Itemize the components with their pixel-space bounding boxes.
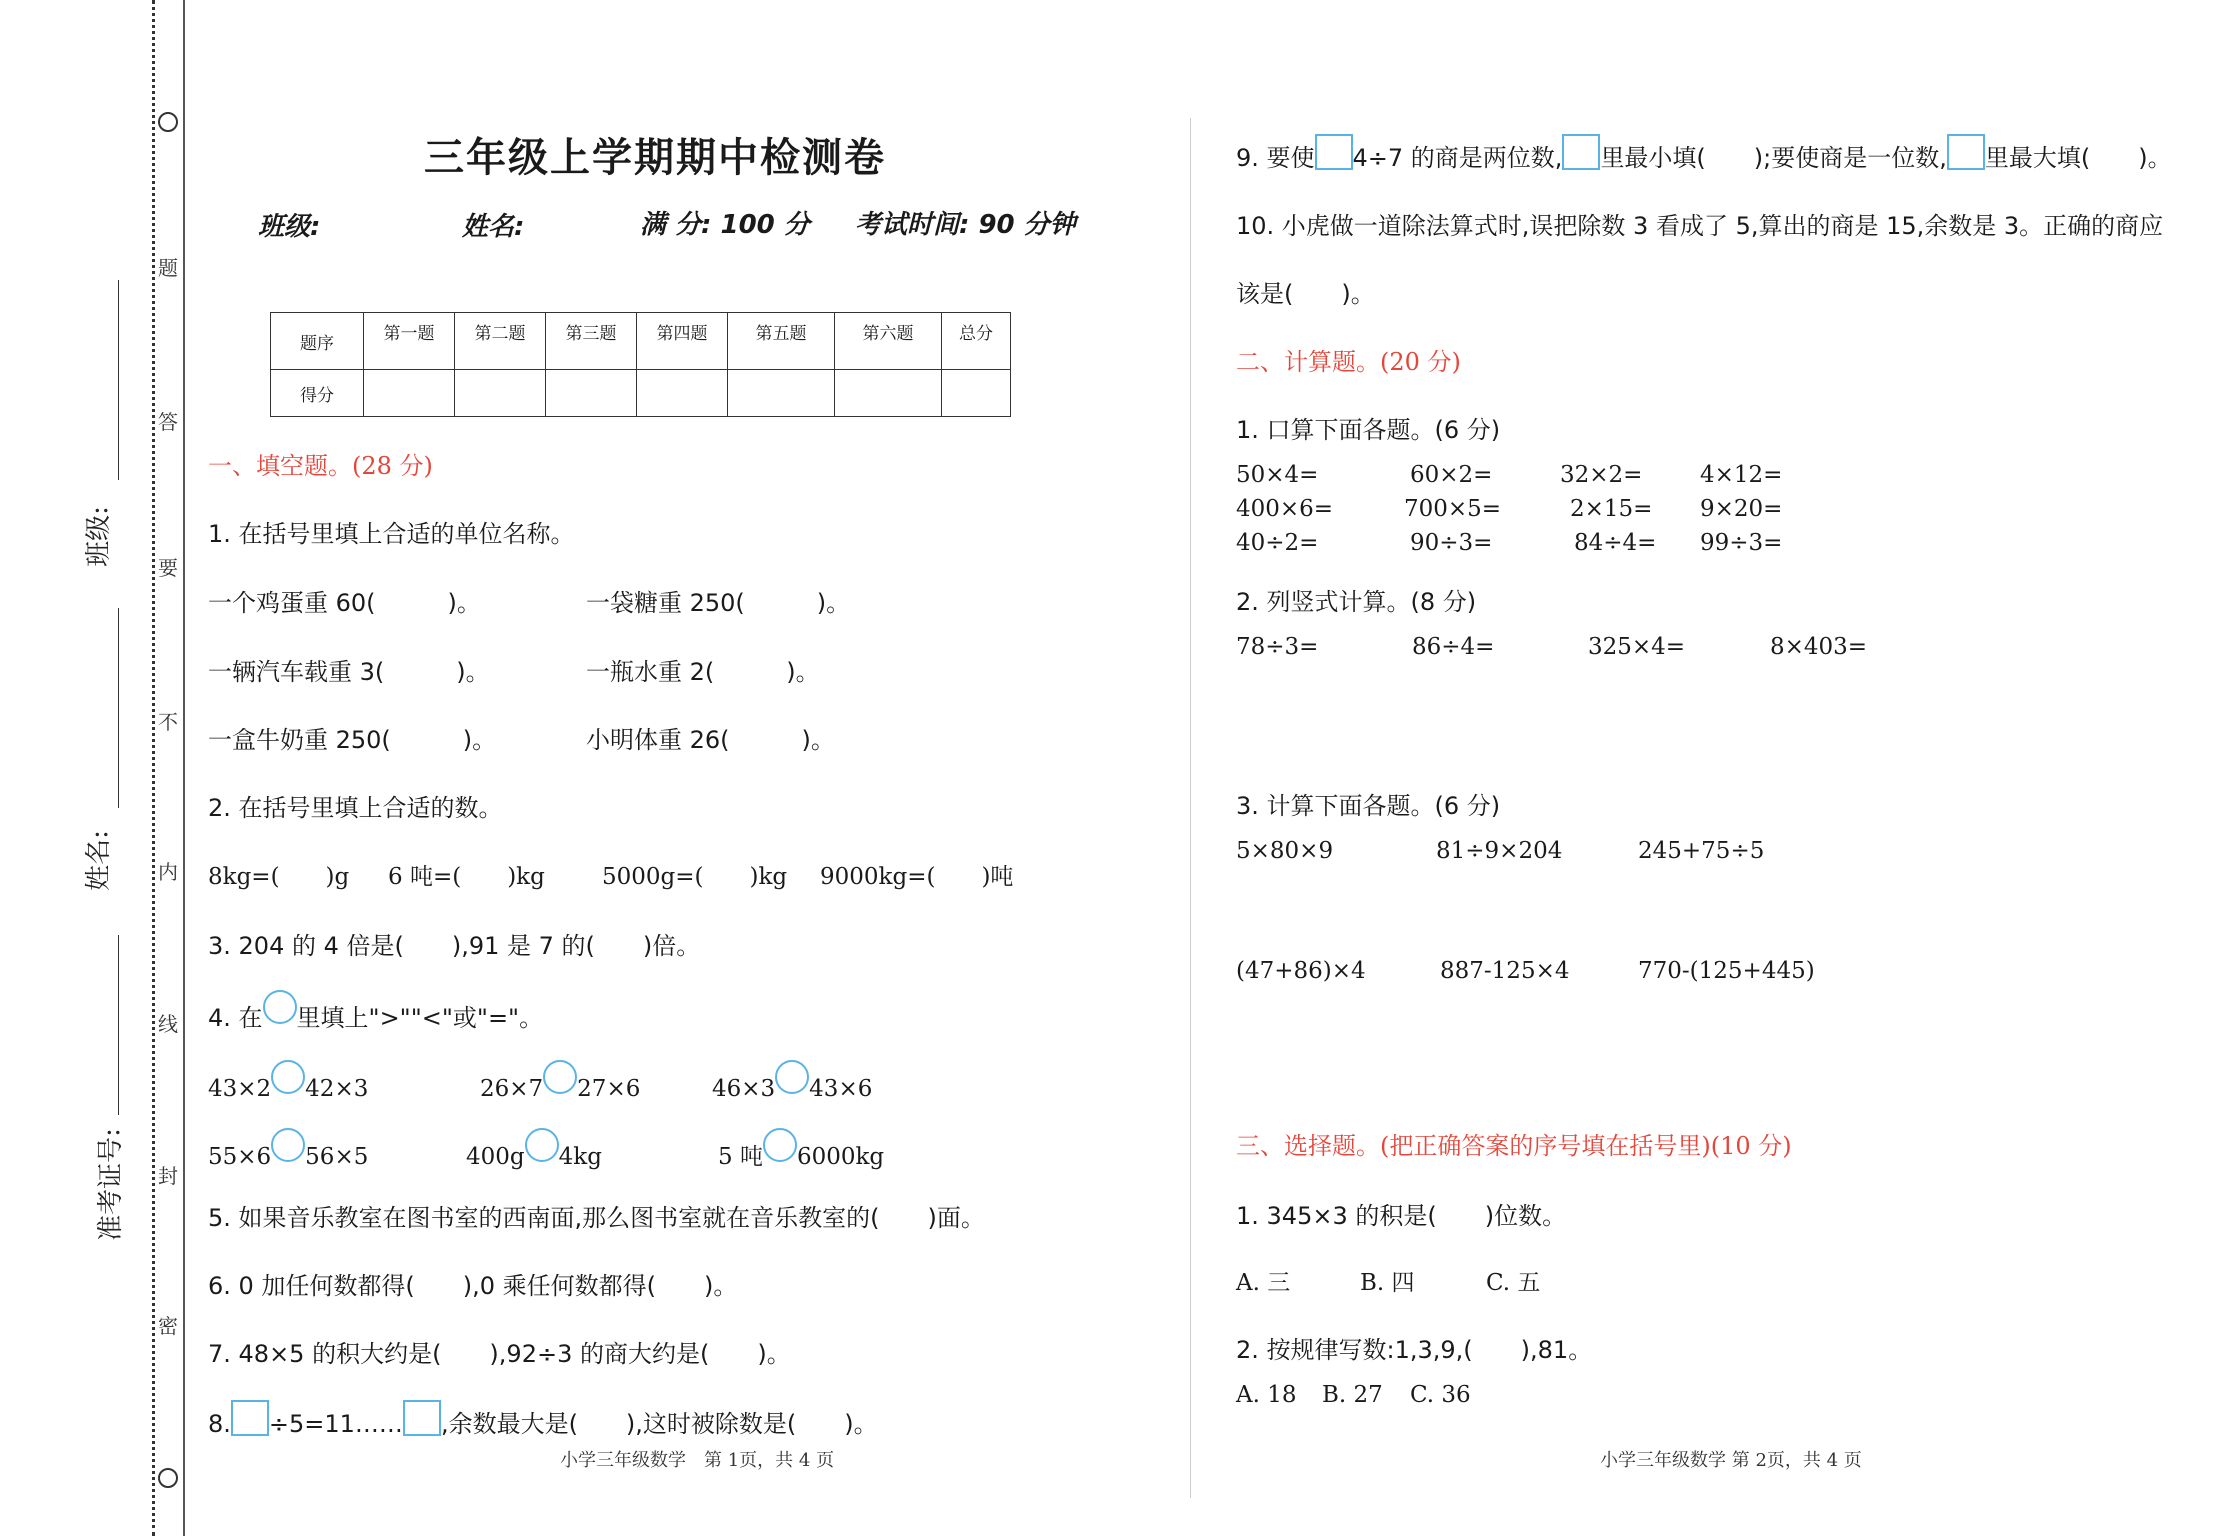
name-fill-line (118, 608, 119, 808)
binding-char: 不 (158, 710, 178, 734)
q4-compare-item (466, 1128, 602, 1170)
choice-option[interactable]: C. 36 (1410, 1382, 1471, 1408)
section-1-heading: 一、填空题。(28 分) (208, 452, 433, 480)
question-3: 3. 204 的 4 倍是( ),91 是 7 的( )倍。 (208, 932, 701, 960)
class-label-vertical: 班级: (83, 506, 114, 567)
q2-item: 8kg=( )g (208, 864, 350, 890)
q4-prefix: 4. 在 (208, 1004, 263, 1032)
vertical-calc: 78÷3= (1236, 634, 1319, 660)
circle-blank-icon[interactable] (543, 1060, 577, 1094)
square-blank-icon[interactable] (231, 1400, 269, 1436)
score-cell[interactable] (455, 370, 546, 417)
choice-option[interactable]: B. 27 (1322, 1382, 1383, 1408)
score-table-header: 第三题 (546, 313, 637, 370)
q4-compare-item (480, 1060, 640, 1102)
score-table-header: 第一题 (364, 313, 455, 370)
square-blank-icon[interactable] (403, 1400, 441, 1436)
score-table-header: 第四题 (637, 313, 728, 370)
choice-2: 2. 按规律写数:1,3,9,( ),81。 (1236, 1336, 1593, 1364)
binding-char: 线 (158, 1012, 178, 1036)
q4-compare-item (718, 1128, 884, 1171)
exam-id-fill-line (118, 935, 119, 1115)
mental-calc: 9×20= (1700, 496, 1783, 522)
q1-item: 一盒牛奶重 250( )。 (208, 726, 497, 754)
q2-item: 6 吨=( )kg (388, 864, 545, 890)
mental-calc: 32×2= (1560, 462, 1643, 488)
q9-part: 9. 要使 (1236, 144, 1315, 172)
question-5: 5. 如果音乐教室在图书室的西南面,那么图书室就在音乐教室的( )面。 (208, 1204, 985, 1232)
mental-calc: 700×5= (1404, 496, 1502, 522)
q8-suffix: ,余数最大是( ),这时被除数是( )。 (440, 1410, 878, 1438)
exam-title: 三年级上学期期中检测卷 (424, 134, 886, 181)
binding-dotted-line (152, 0, 155, 1536)
exam-id-label-vertical: 准考证号: (95, 1128, 126, 1241)
binding-solid-line (183, 0, 185, 1536)
question-6: 6. 0 加任何数都得( ),0 乘任何数都得( )。 (208, 1272, 738, 1300)
page-divider (1190, 118, 1191, 1498)
q1-item: 一辆汽车载重 3( )。 (208, 658, 490, 686)
q1-item: 一袋糖重 250( )。 (586, 589, 851, 617)
binding-char: 题 (158, 256, 178, 280)
q2-item: 9000kg=( )吨 (820, 864, 1014, 890)
choice-option[interactable]: A. 18 (1236, 1382, 1297, 1408)
q2-item: 5000g=( )kg (602, 864, 788, 890)
q9-part: 里最大填( )。 (1984, 144, 2172, 172)
choice-1: 1. 345×3 的积是( )位数。 (1236, 1202, 1567, 1230)
score-cell[interactable] (364, 370, 455, 417)
full-score: 满 分: 100 分 (640, 210, 810, 240)
compound-calc: 887-125×4 (1440, 958, 1570, 984)
q4-compare-item (208, 1128, 368, 1170)
score-table-header: 第五题 (728, 313, 835, 370)
circle-blank-icon[interactable] (775, 1060, 809, 1094)
q4-right: 56×5 (305, 1144, 369, 1170)
circle-blank-icon[interactable] (271, 1128, 305, 1162)
score-table-header: 题序 (271, 313, 364, 370)
binding-char: 要 (158, 556, 178, 580)
q4-suffix: 里填上">""<"或"="。 (296, 1004, 544, 1032)
circle-blank-icon[interactable] (525, 1128, 559, 1162)
mental-calc: 40÷2= (1236, 530, 1319, 556)
binding-hole-top (158, 112, 178, 132)
binding-char: 内 (158, 860, 178, 884)
circle-blank-icon (263, 990, 297, 1024)
q9-part: 4÷7 的商是两位数, (1352, 144, 1563, 172)
q8-prefix: 8. (208, 1410, 231, 1438)
q4-left: 43×2 (208, 1076, 272, 1102)
exam-time: 考试时间: 90 分钟 (855, 210, 1076, 240)
page-1-footer: 小学三年级数学 第 1页，共 4 页 (560, 1450, 835, 1471)
binding-char: 密 (158, 1314, 178, 1338)
mental-calc: 50×4= (1236, 462, 1319, 488)
binding-char: 答 (158, 410, 178, 434)
q4-left: 400g (466, 1144, 525, 1170)
q4-right: 42×3 (305, 1076, 369, 1102)
calc-1-heading: 1. 口算下面各题。(6 分) (1236, 416, 1501, 444)
page-2-footer: 小学三年级数学 第 2页，共 4 页 (1600, 1450, 1862, 1471)
mental-calc: 400×6= (1236, 496, 1334, 522)
score-table-header: 第二题 (455, 313, 546, 370)
mental-calc: 99÷3= (1700, 530, 1783, 556)
question-8 (208, 1400, 878, 1439)
compound-calc: 245+75÷5 (1638, 838, 1765, 864)
q4-right: 6000kg (796, 1144, 885, 1170)
question-10-line-1: 10. 小虎做一道除法算式时,误把除数 3 看成了 5,算出的商是 15,余数是 3。正确的商应 (1236, 212, 2164, 240)
choice-option[interactable]: A. 三 (1236, 1270, 1291, 1296)
question-9 (1236, 134, 2172, 173)
square-blank-icon[interactable] (1947, 134, 1985, 170)
vertical-calc: 8×403= (1770, 634, 1868, 660)
square-blank-icon[interactable] (1562, 134, 1600, 170)
mental-calc: 90÷3= (1410, 530, 1493, 556)
section-2-heading: 二、计算题。(20 分) (1236, 348, 1461, 376)
binding-char: 封 (158, 1164, 178, 1188)
class-fill-line (118, 280, 119, 480)
choice-option[interactable]: C. 五 (1486, 1270, 1541, 1296)
compound-calc: 770-(125+445) (1638, 958, 1815, 984)
calc-2-heading: 2. 列竖式计算。(8 分) (1236, 588, 1477, 616)
binding-hole-bottom (158, 1468, 178, 1488)
score-cell[interactable] (835, 370, 942, 417)
q4-left: 26×7 (480, 1076, 544, 1102)
compound-calc: 81÷9×204 (1436, 838, 1563, 864)
question-1: 1. 在括号里填上合适的单位名称。 (208, 520, 575, 548)
vertical-calc: 325×4= (1588, 634, 1686, 660)
q4-right: 43×6 (809, 1076, 873, 1102)
q4-left: 46×3 (712, 1076, 776, 1102)
calc-3-heading: 3. 计算下面各题。(6 分) (1236, 792, 1501, 820)
q4-compare-item (208, 1060, 368, 1102)
q9-part: 里最小填( );要使商是一位数, (1600, 144, 1947, 172)
question-10-line-2: 该是( )。 (1236, 280, 1375, 308)
q1-item: 一瓶水重 2( )。 (586, 658, 820, 686)
question-4 (208, 990, 543, 1033)
score-cell[interactable] (942, 370, 1011, 417)
q4-left: 5 吨 (718, 1144, 763, 1170)
circle-blank-icon[interactable] (271, 1060, 305, 1094)
q4-right: 27×6 (577, 1076, 641, 1102)
q4-right: 4kg (558, 1144, 602, 1170)
mental-calc: 84÷4= (1574, 530, 1657, 556)
score-cell[interactable] (637, 370, 728, 417)
score-row-label: 得分 (271, 370, 364, 417)
section-3-heading: 三、选择题。(把正确答案的序号填在括号里)(10 分) (1236, 1132, 1792, 1160)
circle-blank-icon[interactable] (763, 1128, 797, 1162)
q4-left: 55×6 (208, 1144, 272, 1170)
choice-option[interactable]: B. 四 (1360, 1270, 1415, 1296)
score-table (270, 312, 1011, 417)
mental-calc: 60×2= (1410, 462, 1493, 488)
q4-compare-item (712, 1060, 872, 1102)
question-2: 2. 在括号里填上合适的数。 (208, 794, 503, 822)
score-table-header: 第六题 (835, 313, 942, 370)
name-label-vertical: 姓名: (83, 830, 114, 891)
score-table-header: 总分 (942, 313, 1011, 370)
q1-item: 小明体重 26( )。 (586, 726, 835, 754)
vertical-calc: 86÷4= (1412, 634, 1495, 660)
score-cell[interactable] (546, 370, 637, 417)
score-cell[interactable] (728, 370, 835, 417)
square-blank-icon[interactable] (1315, 134, 1353, 170)
question-7: 7. 48×5 的积大约是( ),92÷3 的商大约是( )。 (208, 1340, 791, 1368)
q1-item: 一个鸡蛋重 60( )。 (208, 589, 481, 617)
compound-calc: (47+86)×4 (1236, 958, 1366, 984)
name-label: 姓名: (462, 212, 525, 242)
q8-middle: ÷5=11…… (268, 1410, 403, 1438)
mental-calc: 2×15= (1570, 496, 1653, 522)
compound-calc: 5×80×9 (1236, 838, 1334, 864)
class-label: 班级: (258, 212, 321, 242)
mental-calc: 4×12= (1700, 462, 1783, 488)
